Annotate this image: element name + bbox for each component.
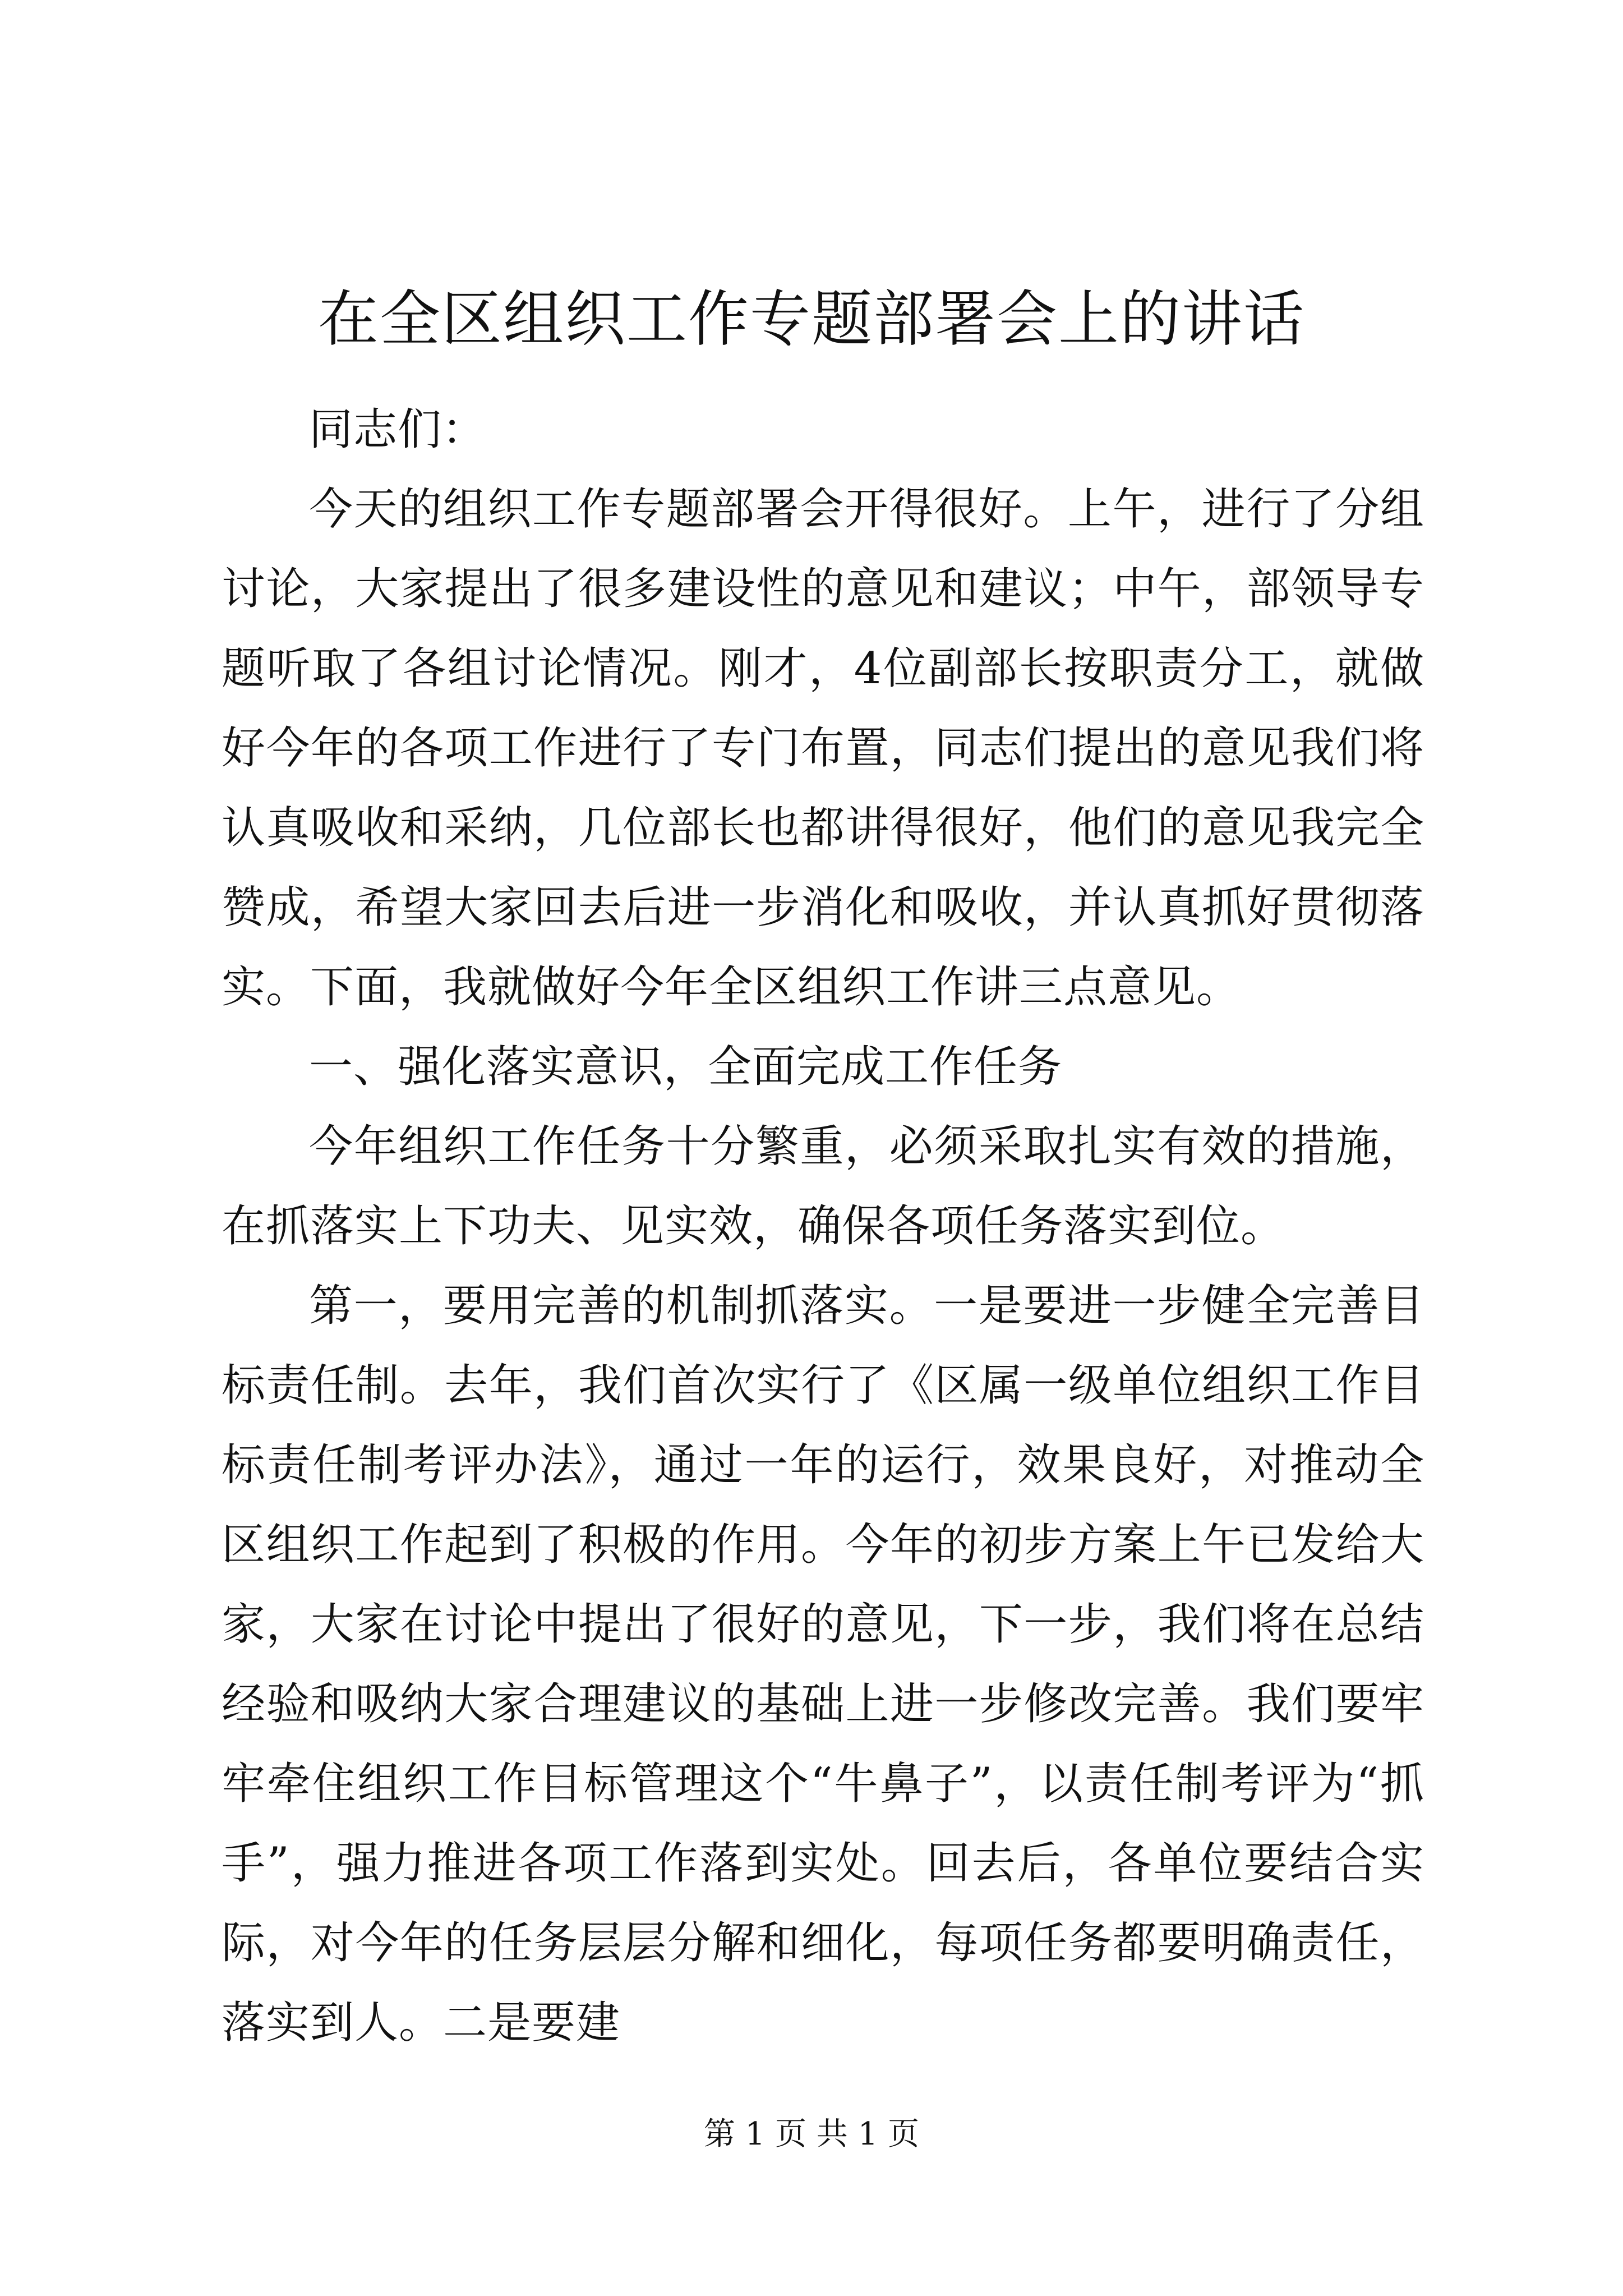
section-heading-1: 一、强化落实意识，全面完成工作任务 [309, 1042, 1063, 1092]
document-body [222, 390, 1424, 2063]
page-number-footer: 第 1 页 共 1 页 [703, 2116, 920, 2152]
paragraph-section-1-intro: 今年组织工作任务十分繁重，必须采取扎实有效的措施，在抓落实上下功夫、见实效，确保各项任务落实到位。 [222, 1121, 1424, 1251]
document-title: 在全区组织工作专题部署会上的讲话 [317, 284, 1305, 355]
paragraph-first-point: 第一，要用完善的机制抓落实。一是要进一步健全完善目标责任制。去年，我们首次实行了《区属一级单位组织工作目标责任制考评办法》，通过一年的运行，效果良好，对推动全区组织工作起到了积极的作用。今年的初步方案上午已发给大家，大家在讨论中提出了很好的意见，下一步，我们将在总结经验和吸纳大家合理建议的基础上进一步修改完善。我们要牢牢牵住组织工作目标管理这个“牛鼻子”，以责任制考评为“抓手”，强力推进各项工作落到实处。回去后，各单位要结合实际，对今年的任务层层分解和细化，每项任务都要明确责任，落实到人。二是要建 [222, 1281, 1424, 2048]
salutation: 同志们： [309, 404, 487, 455]
paragraph-intro: 今天的组织工作专题部署会开得很好。上午，进行了分组讨论，大家提出了很多建设性的意见和建议；中午，部领导专题听取了各组讨论情况。刚才，4位副部长按职责分工，就做好今年的各项工作进行了专门布置，同志们提出的意见我们将认真吸收和采纳，几位部长也都讲得很好，他们的意见我完全赞成，希望大家回去后进一步消化和吸收，并认真抓好贯彻落实。下面，我就做好今年全区组织工作讲三点意见。 [222, 484, 1424, 1013]
